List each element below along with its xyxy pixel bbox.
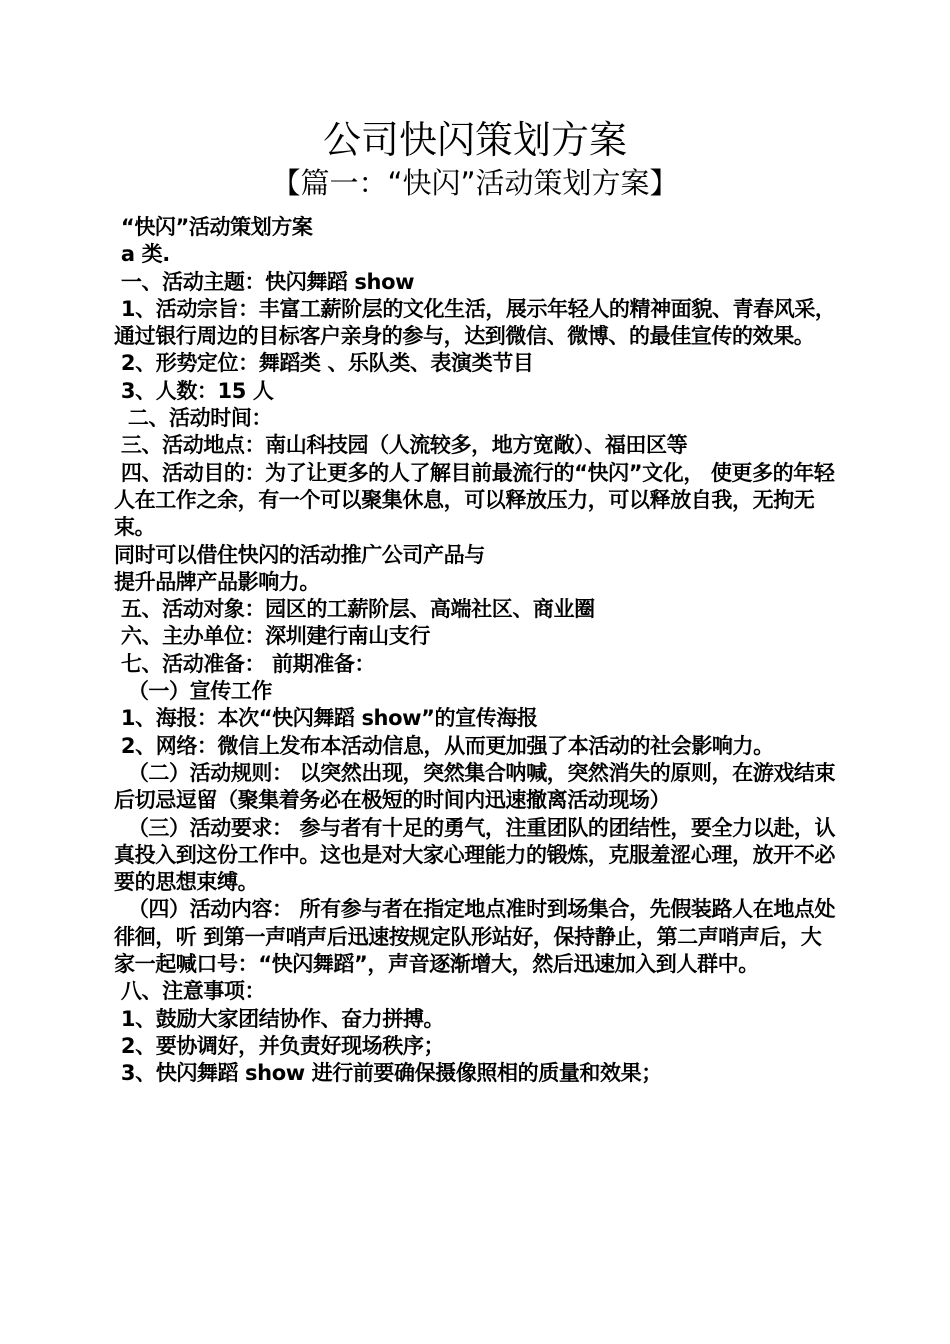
paragraph: 2、网络：微信上发布本活动信息，从而更加强了本活动的社会影响力。 xyxy=(114,733,774,758)
paragraph: 三、活动地点：南山科技园（人流较多，地方宽敞）、福田区等 xyxy=(114,433,688,458)
paragraph: （一）宣传工作 xyxy=(114,679,273,704)
paragraph: 2、要协调好，并负责好现场秩序； xyxy=(114,1033,445,1058)
paragraph: 1、鼓励大家团结协作、奋力拼搏。 xyxy=(114,1006,445,1031)
paragraph: 3、快闪舞蹈 show 进行前要确保摄像照相的质量和效果； xyxy=(114,1061,662,1086)
paragraph: 提升品牌产品影响力。 xyxy=(114,569,320,594)
paragraph: （四）活动内容： 所有参与者在指定地点准时到场集合，先假装路人在地点处徘徊，听 到第一声哨声后迅速按规定队形站好，保持静止，第二声哨声后，大家一起喊口号：“快闪舞蹈”，声音逐渐增大，然后迅速加入到人群中。 xyxy=(114,897,836,977)
paragraph: 一、活动主题：快闪舞蹈 show xyxy=(114,269,415,294)
document-subtitle: 【篇一：“快闪”活动策划方案】 xyxy=(271,166,679,200)
paragraph: 同时可以借住快闪的活动推广公司产品与 xyxy=(114,542,485,567)
paragraph: 2、形势定位：舞蹈类 、乐队类、表演类节目 xyxy=(114,351,534,376)
paragraph: 1、海报：本次“快闪舞蹈 show”的宣传海报 xyxy=(114,706,538,731)
paragraph: 四、活动目的：为了让更多的人了解目前最流行的“快闪”文化， 使更多的年轻人在工作之余，有一个可以聚集休息，可以释放压力，可以释放自我，无拘无束。 xyxy=(114,460,835,540)
paragraph: 七、活动准备： 前期准备： xyxy=(114,651,376,676)
paragraph: 1、活动宗旨：丰富工薪阶层的文化生活，展示年轻人的精神面貌、青春风采，通过银行周边的目标客户亲身的参与，达到微信、微博、的最佳宣传的效果。 xyxy=(114,296,836,349)
paragraph: （二）活动规则： 以突然出现，突然集合呐喊，突然消失的原则，在游戏结束后切忌逗留（聚集着务必在极短的时间内迅速撤离活动现场） xyxy=(114,760,836,813)
paragraph: 八、注意事项： xyxy=(114,979,266,1004)
paragraph: 五、活动对象：园区的工薪阶层、高端社区、商业圈 xyxy=(114,597,595,622)
paragraph: a 类. xyxy=(114,242,170,267)
document-title: 公司快闪策划方案 xyxy=(322,118,627,162)
paragraph: 六、主办单位：深圳建行南山支行 xyxy=(114,624,430,649)
paragraph: “快闪”活动策划方案 xyxy=(114,215,313,239)
document-body xyxy=(114,214,840,1088)
paragraph: （三）活动要求： 参与者有十足的勇气，注重团队的团结性，要全力以赴，认真投入到这份工作中。这也是对大家心理能力的锻炼，克服羞涩心理，放开不必要的思想束缚。 xyxy=(114,815,836,895)
paragraph: 3、人数：15 人 xyxy=(114,378,274,403)
paragraph: 二、活动时间： xyxy=(114,406,273,431)
